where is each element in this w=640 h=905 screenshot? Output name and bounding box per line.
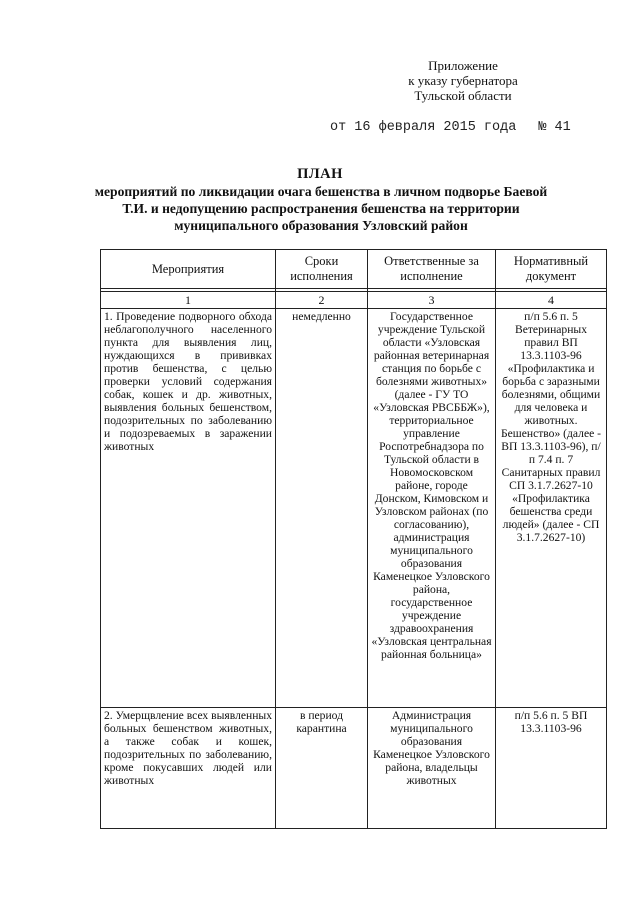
cell-responsible: Государственное учреждение Тульской области «Узловская районная ветеринарная станция по борьбе с болезнями животных» (далее - ГУ ТО «Узловская РВСББЖ»), территориальное управление Роспотребнадзора по Тульской области в Новомосковском районе, городе Донском, Кимовском и Узловском районах (по согласованию), администрация муниципального образования Каменецкое Узловского района, государственное учреждение здравоохранения «Узловская центральная районная больница» [368, 309, 496, 708]
cell-deadline: немедленно [276, 309, 368, 708]
header-responsible: Ответственные за исполнение [368, 250, 496, 289]
column-number: 1 [101, 292, 276, 309]
plan-title: ПЛАН [297, 166, 343, 182]
cell-measure: 1. Проведение подворного обхода неблагополучного населенного пункта для выявления лиц, нуждающихся в прививках против бешенства, с целью проверки условий содержания собак, кошек и др. животных, выявления больных бешенством, подозрительных по заболеванию и подозреваемых в заражении животных [101, 309, 276, 708]
table-row [101, 309, 607, 708]
table-header-row [101, 250, 607, 289]
column-number: 4 [496, 292, 607, 309]
appendix-block [378, 58, 548, 103]
appendix-line-1: Приложение [428, 58, 498, 73]
decree-number: № 41 [538, 120, 571, 135]
decree-date: от 16 февраля 2015 года [330, 120, 517, 135]
column-number: 2 [276, 292, 368, 309]
header-deadlines: Сроки исполнения [276, 250, 368, 289]
cell-deadline: в период карантина [276, 708, 368, 829]
table-row [101, 708, 607, 829]
appendix-line-3: Тульской области [414, 88, 512, 103]
appendix-line-2: к указу губернатора [408, 73, 518, 88]
column-number-row [101, 292, 607, 309]
cell-document: п/п 5.6 п. 5 Ветеринарных правил ВП 13.3.1103-96 «Профилактика и борьба с заразными болезнями, общими для человека и животных. Бешенство» (далее - ВП 13.3.1103-96), п/п 7.4 п. 7 Санитарных правил СП 3.1.7.2627-10 «Профилактика бешенства среди людей» (далее - СП 3.1.7.2627-10) [496, 309, 607, 708]
cell-document: п/п 5.6 п. 5 ВП 13.3.1103-96 [496, 708, 607, 829]
plan-subtitle: мероприятий по ликвидации очага бешенства в личном подворье Баевой Т.И. и недопущению распространения бешенства на территории муниципального образования Узловский район [94, 184, 548, 233]
plan-table [100, 249, 607, 829]
cell-responsible: Администрация муниципального образования Каменецкое Узловского района, владельцы животных [368, 708, 496, 829]
header-measures: Мероприятия [101, 250, 276, 289]
header-document: Нормативный документ [496, 250, 607, 289]
decree-line [330, 120, 570, 135]
cell-measure: 2. Умерщвление всех выявленных больных бешенством животных, а также собак и кошек, подозрительных по заболеванию, кроме покусавших людей или животных [101, 708, 276, 829]
column-number: 3 [368, 292, 496, 309]
